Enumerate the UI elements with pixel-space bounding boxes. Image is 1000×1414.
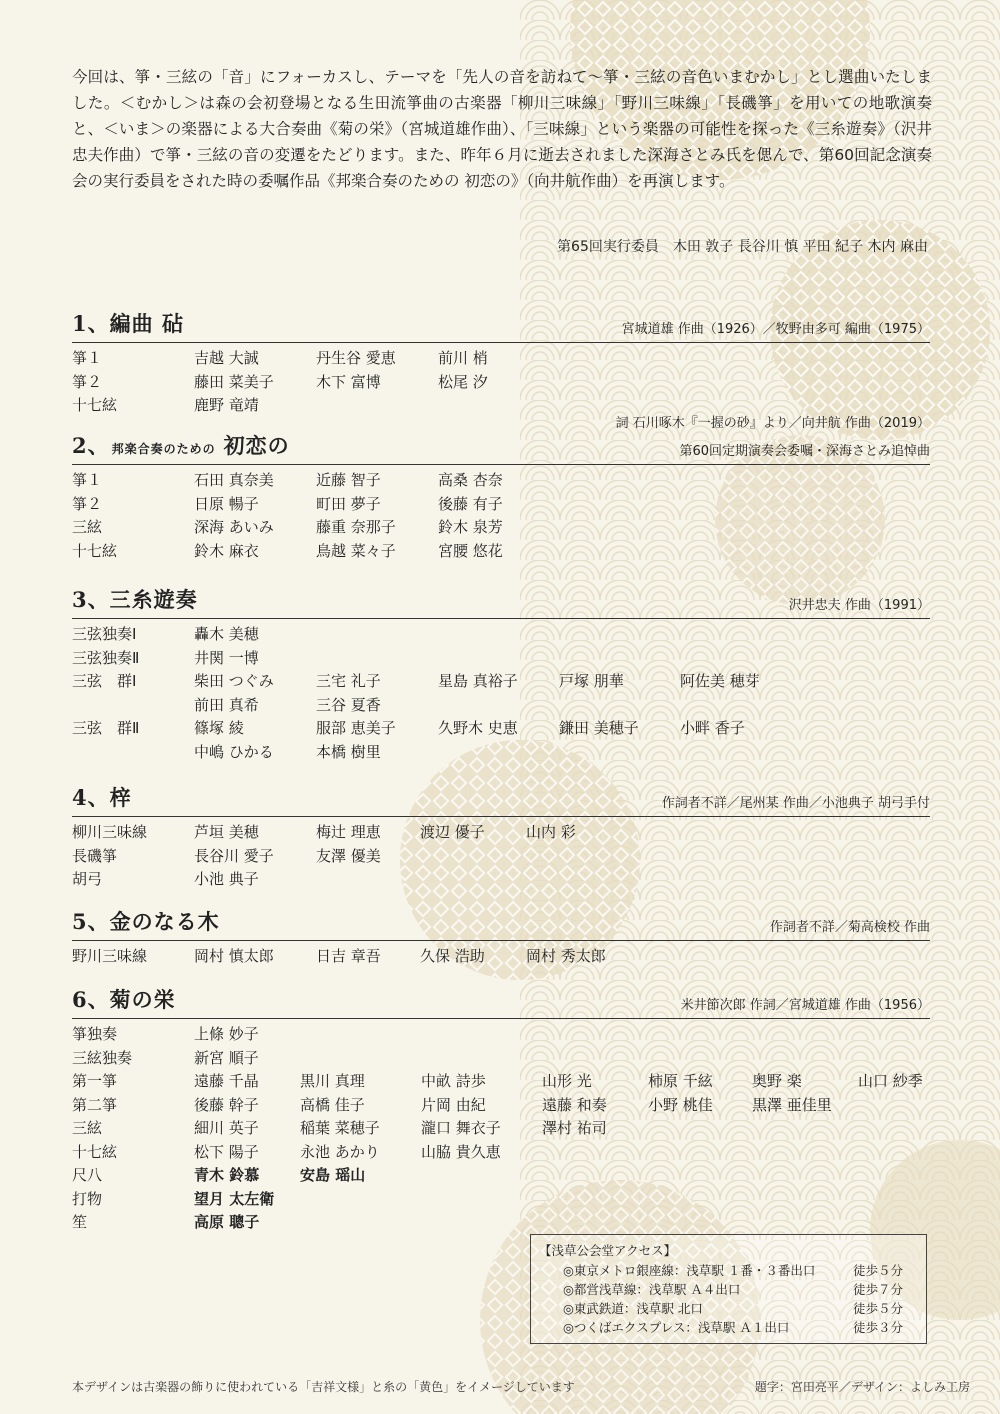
player-row <box>72 493 930 517</box>
performer-name: 鹿野 竜靖 <box>194 396 259 414</box>
section-kiku-no-sakae <box>72 988 930 1235</box>
access-walk-time: 徒歩５分 <box>852 1263 903 1278</box>
part-label: 三弦独奏Ⅰ <box>72 625 137 643</box>
player-list <box>72 623 930 764</box>
player-list <box>72 821 930 892</box>
player-row <box>72 623 930 647</box>
performer-name: 長谷川 愛子 <box>194 846 274 865</box>
section-sanshi-yuso <box>72 588 930 764</box>
player-row <box>72 945 930 969</box>
player-row <box>72 1070 930 1094</box>
performer-name: 小畔 香子 <box>680 719 745 737</box>
player-row <box>72 1047 930 1071</box>
committee-line: 第65回実行委員 木田 敦子 長谷川 慎 平田 紀子 木内 麻由 <box>557 239 928 255</box>
performer-name: 友澤 優美 <box>316 846 381 865</box>
performer-name: 井関 一博 <box>194 648 259 667</box>
performer-name: 片岡 由紀 <box>421 1095 486 1114</box>
performer-name: 前田 真希 <box>194 695 259 714</box>
performer-name: 近藤 智子 <box>316 471 381 489</box>
part-label: 柳川三味線 <box>72 823 148 841</box>
section-title <box>72 430 290 460</box>
performer-name: 新宮 順子 <box>194 1048 259 1067</box>
performer-name: 芦垣 美穂 <box>194 823 259 841</box>
player-row <box>72 647 930 671</box>
section-credit: 宮城道雄 作曲（1926）／牧野由多可 編曲（1975） <box>621 322 930 337</box>
section-header <box>72 312 930 343</box>
part-label: 箏２ <box>72 372 103 391</box>
player-row <box>72 469 930 493</box>
part-label: 十七絃 <box>72 396 118 414</box>
section-title: 1、編曲 砧 <box>72 311 184 336</box>
section-hatsukoi <box>72 416 930 563</box>
performer-name: 本橋 樹里 <box>316 742 381 761</box>
performer-name: 山内 彩 <box>526 823 576 841</box>
performer-name: 阿佐美 穂芽 <box>680 672 760 690</box>
performer-name: 轟木 美穂 <box>194 625 259 643</box>
player-row <box>72 1211 930 1235</box>
performer-name: 奥野 楽 <box>752 1072 802 1090</box>
section-kane-no-naru-ki <box>72 910 930 969</box>
player-row <box>72 1141 930 1165</box>
performer-name: 三宅 礼子 <box>316 672 381 690</box>
section-header <box>72 588 930 619</box>
player-row <box>72 741 930 765</box>
player-row <box>72 1164 930 1188</box>
part-label: 箏２ <box>72 494 103 513</box>
performer-name: 高原 聰子 <box>194 1213 260 1231</box>
performer-name: 鈴木 麻衣 <box>194 541 259 560</box>
section-azusa <box>72 786 930 892</box>
part-label: 箏独奏 <box>72 1025 118 1043</box>
performer-name: 松下 陽子 <box>194 1142 259 1161</box>
part-label: 三絃 <box>72 518 103 536</box>
performer-name: 稲葉 菜穂子 <box>300 1119 380 1137</box>
section-credit: 沢井忠夫 作曲（1991） <box>788 598 930 613</box>
part-label: 打物 <box>72 1189 103 1208</box>
performer-name: 上條 妙子 <box>194 1025 259 1043</box>
performer-name: 鈴木 泉芳 <box>438 518 503 536</box>
part-label: 三弦 群Ⅰ <box>72 672 137 690</box>
intro-text: 今回は、箏・三絃の「音」にフォーカスし、テーマを「先人の音を訪ねて～箏・三絃の音色いまむかし」とし選曲いたしました。＜むかし＞は森の会初登場となる生田流箏曲の古楽器「柳川三味線」「野川三味線」「長磯箏」を用いての地歌演奏と、＜いま＞の楽器による大合奏曲《菊の栄》（宮城道雄作曲）、「三味線」という楽器の可能性を探った《三糸遊奏》（沢井忠夫作曲）で箏・三絃の音の変遷をたどります。また、昨年６月に逝去されました深海さとみ氏を偲んで、第60回記念演奏会の実行委員をされた時の委嘱作品《邦楽合奏のための 初恋の》（向井航作曲）を再演します。 <box>72 68 932 190</box>
player-list <box>72 945 930 969</box>
section-credit: 作詞者不詳／尾州某 作曲／小池典子 胡弓手付 <box>661 796 930 811</box>
performer-name: 石田 真奈美 <box>194 471 274 489</box>
performer-name: 柿原 千絃 <box>648 1072 713 1090</box>
section-kinuta <box>72 312 930 418</box>
performer-name: 鎌田 美穂子 <box>559 719 639 737</box>
access-route: ◎東武鉄道：浅草駅 北口 <box>563 1301 703 1316</box>
access-route: ◎都営浅草線：浅草駅 Ａ４出口 <box>563 1282 741 1297</box>
part-label: 笙 <box>72 1213 88 1231</box>
player-row <box>72 717 930 741</box>
section-header <box>72 416 930 465</box>
performer-name: 後藤 有子 <box>438 494 503 513</box>
part-label: 十七絃 <box>72 541 118 560</box>
performer-name: 木下 富博 <box>316 372 381 391</box>
performer-name: 藤田 菜美子 <box>194 372 274 391</box>
access-title: 【浅草公会堂アクセス】 <box>539 1243 677 1258</box>
performer-name: 篠塚 綾 <box>194 719 244 737</box>
player-row <box>72 670 930 694</box>
player-list <box>72 1023 930 1235</box>
part-label: 箏１ <box>72 471 103 489</box>
player-row <box>72 1188 930 1212</box>
performer-name: 高桑 杏奈 <box>438 471 503 489</box>
section-credit-lyrics: 詞 石川啄木『一握の砂』より／向井航 作曲（2019） <box>615 416 930 431</box>
part-label: 三絃独奏 <box>72 1048 133 1067</box>
section-credit: 第60回定期演奏会委嘱・深海さとみ追悼曲 <box>679 444 930 459</box>
player-row <box>72 347 930 371</box>
performer-name: 安島 瑶山 <box>300 1166 366 1184</box>
footer-design-note: 本デザインは古楽器の飾りに使われている「吉祥文様」と糸の「黄色」をイメージしています <box>72 1380 575 1394</box>
access-walk-time: 徒歩３分 <box>852 1320 903 1335</box>
performer-name: 三谷 夏香 <box>316 695 381 714</box>
section-header <box>72 786 930 817</box>
performer-name: 山形 光 <box>542 1072 592 1090</box>
performer-name: 前川 梢 <box>438 349 488 367</box>
part-label: 野川三味線 <box>72 947 148 965</box>
access-line <box>563 1299 913 1318</box>
performer-name: 山脇 貴久恵 <box>421 1142 501 1161</box>
player-row <box>72 1117 930 1141</box>
access-line <box>563 1261 913 1280</box>
player-list <box>72 469 930 563</box>
performer-name: 久野木 史恵 <box>438 719 518 737</box>
performer-name: 宮腰 悠花 <box>438 541 503 560</box>
section-title: 5、金のなる木 <box>72 909 220 934</box>
performer-name: 永池 あかり <box>300 1142 380 1161</box>
footer-credits: 題字：宮田亮平／デザイン：よしみ工房 <box>754 1380 970 1394</box>
part-label: 十七絃 <box>72 1142 118 1161</box>
section-credit: 作詞者不詳／菊高検校 作曲 <box>769 920 930 935</box>
performer-name: 黒川 真理 <box>300 1072 365 1090</box>
performer-name: 梅辻 理恵 <box>316 823 381 841</box>
performer-name: 瀧口 舞衣子 <box>421 1119 501 1137</box>
performer-name: 黒澤 亜佳里 <box>752 1095 832 1114</box>
performer-name: 松尾 汐 <box>438 372 488 391</box>
player-row <box>72 540 930 564</box>
access-route: ◎東京メトロ銀座線：浅草駅 １番・３番出口 <box>563 1263 816 1278</box>
access-line <box>563 1280 913 1299</box>
section-subtitle: 邦楽合奏のための <box>111 442 216 456</box>
section-header <box>72 910 930 941</box>
performer-name: 町田 夢子 <box>316 494 381 513</box>
performer-name: 藤重 奈那子 <box>316 518 396 536</box>
section-title: 3、三糸遊奏 <box>72 587 198 612</box>
performer-name: 青木 鈴慕 <box>194 1166 260 1184</box>
player-row <box>72 1023 930 1047</box>
performer-name: 柴田 つぐみ <box>194 672 274 690</box>
performer-name: 日原 暢子 <box>194 494 259 513</box>
part-label: 第二箏 <box>72 1095 118 1114</box>
player-row <box>72 845 930 869</box>
performer-name: 小野 桃佳 <box>648 1095 713 1114</box>
performer-name: 中畝 詩歩 <box>421 1072 486 1090</box>
player-row <box>72 868 930 892</box>
performer-name: 吉越 大誠 <box>194 349 259 367</box>
performer-name: 山口 紗季 <box>858 1072 923 1090</box>
part-label: 箏１ <box>72 349 103 367</box>
part-label: 三弦 群Ⅱ <box>72 719 140 737</box>
access-line <box>563 1318 913 1337</box>
player-row <box>72 516 930 540</box>
section-number: 2、 <box>72 433 110 458</box>
performer-name: 久保 浩助 <box>420 947 485 965</box>
section-main-title: 初恋の <box>223 433 290 458</box>
performer-name: 戸塚 朋華 <box>559 672 624 690</box>
performer-name: 鳥越 菜々子 <box>316 541 396 560</box>
access-box <box>530 1234 927 1344</box>
performer-name: 細川 英子 <box>194 1119 259 1137</box>
section-title: 6、菊の栄 <box>72 987 176 1012</box>
part-label: 三絃 <box>72 1119 103 1137</box>
part-label: 第一箏 <box>72 1072 118 1090</box>
performer-name: 小池 典子 <box>194 870 259 888</box>
performer-name: 後藤 幹子 <box>194 1095 259 1114</box>
performer-name: 望月 太左衛 <box>194 1189 275 1208</box>
player-row <box>72 371 930 395</box>
part-label: 尺八 <box>72 1166 103 1184</box>
part-label: 長磯箏 <box>72 846 118 865</box>
performer-name: 丹生谷 愛恵 <box>316 349 396 367</box>
section-credit: 米井節次郎 作詞／宮城道雄 作曲（1956） <box>680 998 930 1013</box>
part-label: 三弦独奏Ⅱ <box>72 648 140 667</box>
access-walk-time: 徒歩７分 <box>852 1282 903 1297</box>
performer-name: 澤村 祐司 <box>542 1119 607 1137</box>
performer-name: 岡村 慎太郎 <box>194 947 274 965</box>
part-label: 胡弓 <box>72 870 103 888</box>
player-row <box>72 694 930 718</box>
section-title: 4、梓 <box>72 785 132 810</box>
access-walk-time: 徒歩５分 <box>852 1301 903 1316</box>
performer-name: 日吉 章吾 <box>316 947 381 965</box>
performer-name: 遠藤 千晶 <box>194 1072 259 1090</box>
section-header <box>72 988 930 1019</box>
performer-name: 中嶋 ひかる <box>194 742 274 761</box>
performer-name: 服部 恵美子 <box>316 719 396 737</box>
player-row <box>72 821 930 845</box>
player-row <box>72 1094 930 1118</box>
performer-name: 遠藤 和奏 <box>542 1095 607 1114</box>
performer-name: 星島 真裕子 <box>438 672 518 690</box>
access-route: ◎つくばエクスプレス：浅草駅 Ａ１出口 <box>563 1320 790 1335</box>
performer-name: 岡村 秀太郎 <box>526 947 606 965</box>
player-list <box>72 347 930 418</box>
performer-name: 渡辺 優子 <box>420 823 485 841</box>
performer-name: 高橋 佳子 <box>300 1095 365 1114</box>
performer-name: 深海 あいみ <box>194 518 274 536</box>
